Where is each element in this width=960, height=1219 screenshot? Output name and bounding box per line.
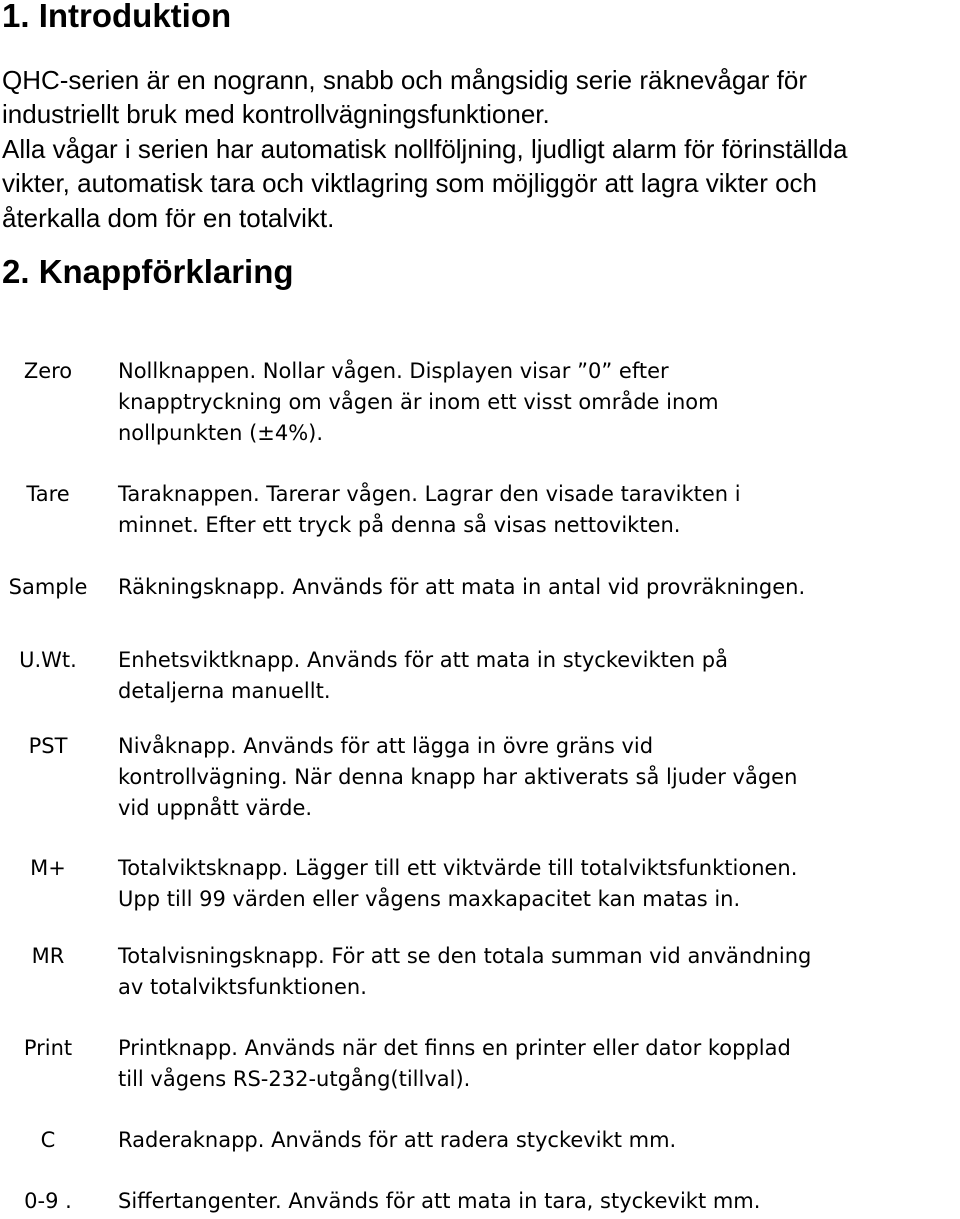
- key-label-digits: 0-9 .: [24, 1189, 72, 1213]
- key-label-clear: C: [40, 1128, 56, 1152]
- intro-line: QHC-serien är en nogrann, snabb och mångsidig serie räknevågar för: [2, 65, 807, 95]
- key-description-tare: [118, 479, 741, 541]
- description-line: Upp till 99 värden eller vågens maxkapacitet kan matas in.: [118, 887, 741, 911]
- description-line: Nollknappen. Nollar vågen. Displayen visar ”0” efter: [118, 359, 669, 383]
- description-line: kontrollvägning. När denna knapp har aktiverats så ljuder vågen: [118, 765, 798, 789]
- key-label-unit-weight: U.Wt.: [19, 648, 77, 672]
- section-heading-key-explanation: 2. Knappförklaring: [2, 253, 294, 290]
- intro-line: Alla vågar i serien har automatisk nollföljning, ljudligt alarm för förinställda: [2, 133, 848, 164]
- key-label-memory-recall: MR: [31, 944, 65, 968]
- key-description-memory-plus: [118, 853, 797, 915]
- key-description-clear: [118, 1125, 676, 1156]
- description-line: av totalviktsfunktionen.: [118, 975, 367, 999]
- description-line: nollpunkten (±4%).: [118, 421, 324, 445]
- description-line: Enhetsviktknapp. Används för att mata in styckevikten på: [118, 648, 728, 672]
- key-description-pst: [118, 731, 797, 824]
- key-label-zero: Zero: [23, 359, 73, 383]
- key-description-zero: [118, 356, 719, 449]
- key-description-sample: [118, 572, 805, 603]
- intro-line: vikter, automatisk tara och viktlagring som möjliggör att lagra vikter och: [2, 168, 818, 199]
- key-label-pst: PST: [28, 734, 68, 758]
- introduction-text: [2, 63, 960, 235]
- description-line: till vågens RS-232-utgång(tillval).: [118, 1067, 471, 1091]
- description-line: knapptryckning om vågen är inom ett visst område inom: [118, 390, 719, 414]
- key-label-print: Print: [23, 1036, 73, 1060]
- description-line: Totalvisningsknapp. För att se den totala summan vid användning: [118, 944, 812, 968]
- description-line: minnet. Efter ett tryck på denna så visas nettovikten.: [118, 513, 681, 537]
- description-line: Totalviktsknapp. Lägger till ett viktvärde till totalviktsfunktionen.: [118, 856, 798, 880]
- key-label-sample: Sample: [8, 575, 88, 599]
- section-heading-introduction: 1. Introduktion: [2, 0, 232, 34]
- description-line: Printknapp. Används när det finns en printer eller dator kopplad: [118, 1036, 791, 1060]
- description-line: Raderaknapp. Används för att radera styckevikt mm.: [118, 1128, 677, 1152]
- key-description-digits: [118, 1186, 760, 1217]
- intro-line: återkalla dom för en totalvikt.: [2, 202, 335, 233]
- key-description-unit-weight: [118, 645, 728, 707]
- key-description-memory-recall: [118, 941, 811, 1003]
- description-line: detaljerna manuellt.: [118, 679, 331, 703]
- description-line: Nivåknapp. Används för att lägga in övre gräns vid: [118, 734, 654, 758]
- key-label-memory-plus: M+: [30, 856, 66, 880]
- description-line: Räkningsknapp. Används för att mata in antal vid provräkningen.: [118, 575, 806, 599]
- key-label-tare: Tare: [26, 482, 70, 506]
- description-line: vid uppnått värde.: [118, 796, 313, 820]
- intro-line: industriellt bruk med kontrollvägningsfunktioner.: [2, 99, 550, 130]
- description-line: Siffertangenter. Används för att mata in tara, styckevikt mm.: [118, 1189, 761, 1213]
- description-line: Taraknappen. Tarerar vågen. Lagrar den visade taravikten i: [118, 482, 741, 506]
- key-description-print: [118, 1033, 791, 1095]
